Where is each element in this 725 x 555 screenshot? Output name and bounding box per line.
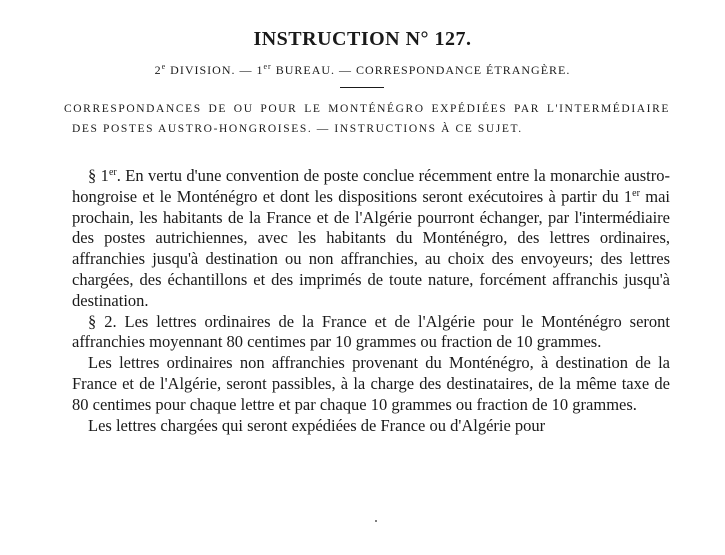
paragraph-1 [72, 166, 670, 312]
section-divider [340, 87, 384, 88]
document-title: INSTRUCTION N° 127. [253, 28, 472, 50]
paragraph-1-start: § 1 [88, 166, 109, 185]
paragraph-1-sup-1: er [108, 167, 117, 178]
subtitle-division-sup: e [161, 62, 167, 71]
paragraph-1-middle: . En vertu d'une convention de poste conclue récemment entre la monarchie austro-hongroise et le Monténégro et dont les dispositions seront exécutoires à partir du 1 [72, 166, 670, 206]
paragraph-1-end: mai prochain, les habitants de la France et de l'Algérie pourront échanger, par l'intermédiaire des postes autrichiennes, avec les habitants du Monténégro, des lettres ordinaires, affranchies jusqu'à destination ou non affranchies, au choix des envoyeurs; des lettres chargées, des échantillons et des imprimés de toute nature, forcément affranchis jusqu'à destination. [72, 186, 670, 310]
paragraph-2: § 2. Les lettres ordinaires de la France et de l'Algérie pour le Monténégro seront affranchies moyennant 80 centimes par 10 grammes ou fraction de 10 grammes. [72, 311, 670, 352]
document-subtitle [0, 62, 725, 78]
section-heading: CORRESPONDANCES DE OU POUR LE MONTÉNÉGRO EXPÉDIÉES PAR L'INTERMÉDIAIRE DES POSTES AUSTRO-HONGROISES. — INSTRUCTIONS À CE SUJET. [64, 103, 670, 135]
subtitle-division-number: 2 [154, 63, 162, 77]
subtitle-bureau-sup: er [263, 62, 272, 71]
subtitle-bureau-text: BUREAU. — CORRESPONDANCE ÉTRANGÈRE. [271, 63, 571, 77]
subtitle-division-text: DIVISION. — 1 [166, 63, 264, 77]
document-body [72, 166, 670, 436]
paragraph-4: Les lettres chargées qui seront expédiées de France ou d'Algérie pour [88, 415, 546, 435]
page-speck [375, 520, 377, 522]
paragraph-3: Les lettres ordinaires non affranchies provenant du Monténégro, à destination de la France et de l'Algérie, seront passibles, à la charge des destinataires, de la même taxe de 80 centimes pour chaque lettre et par chaque 10 grammes ou fraction de 10 grammes. [72, 353, 670, 414]
paragraph-1-sup-2: er [632, 187, 640, 199]
